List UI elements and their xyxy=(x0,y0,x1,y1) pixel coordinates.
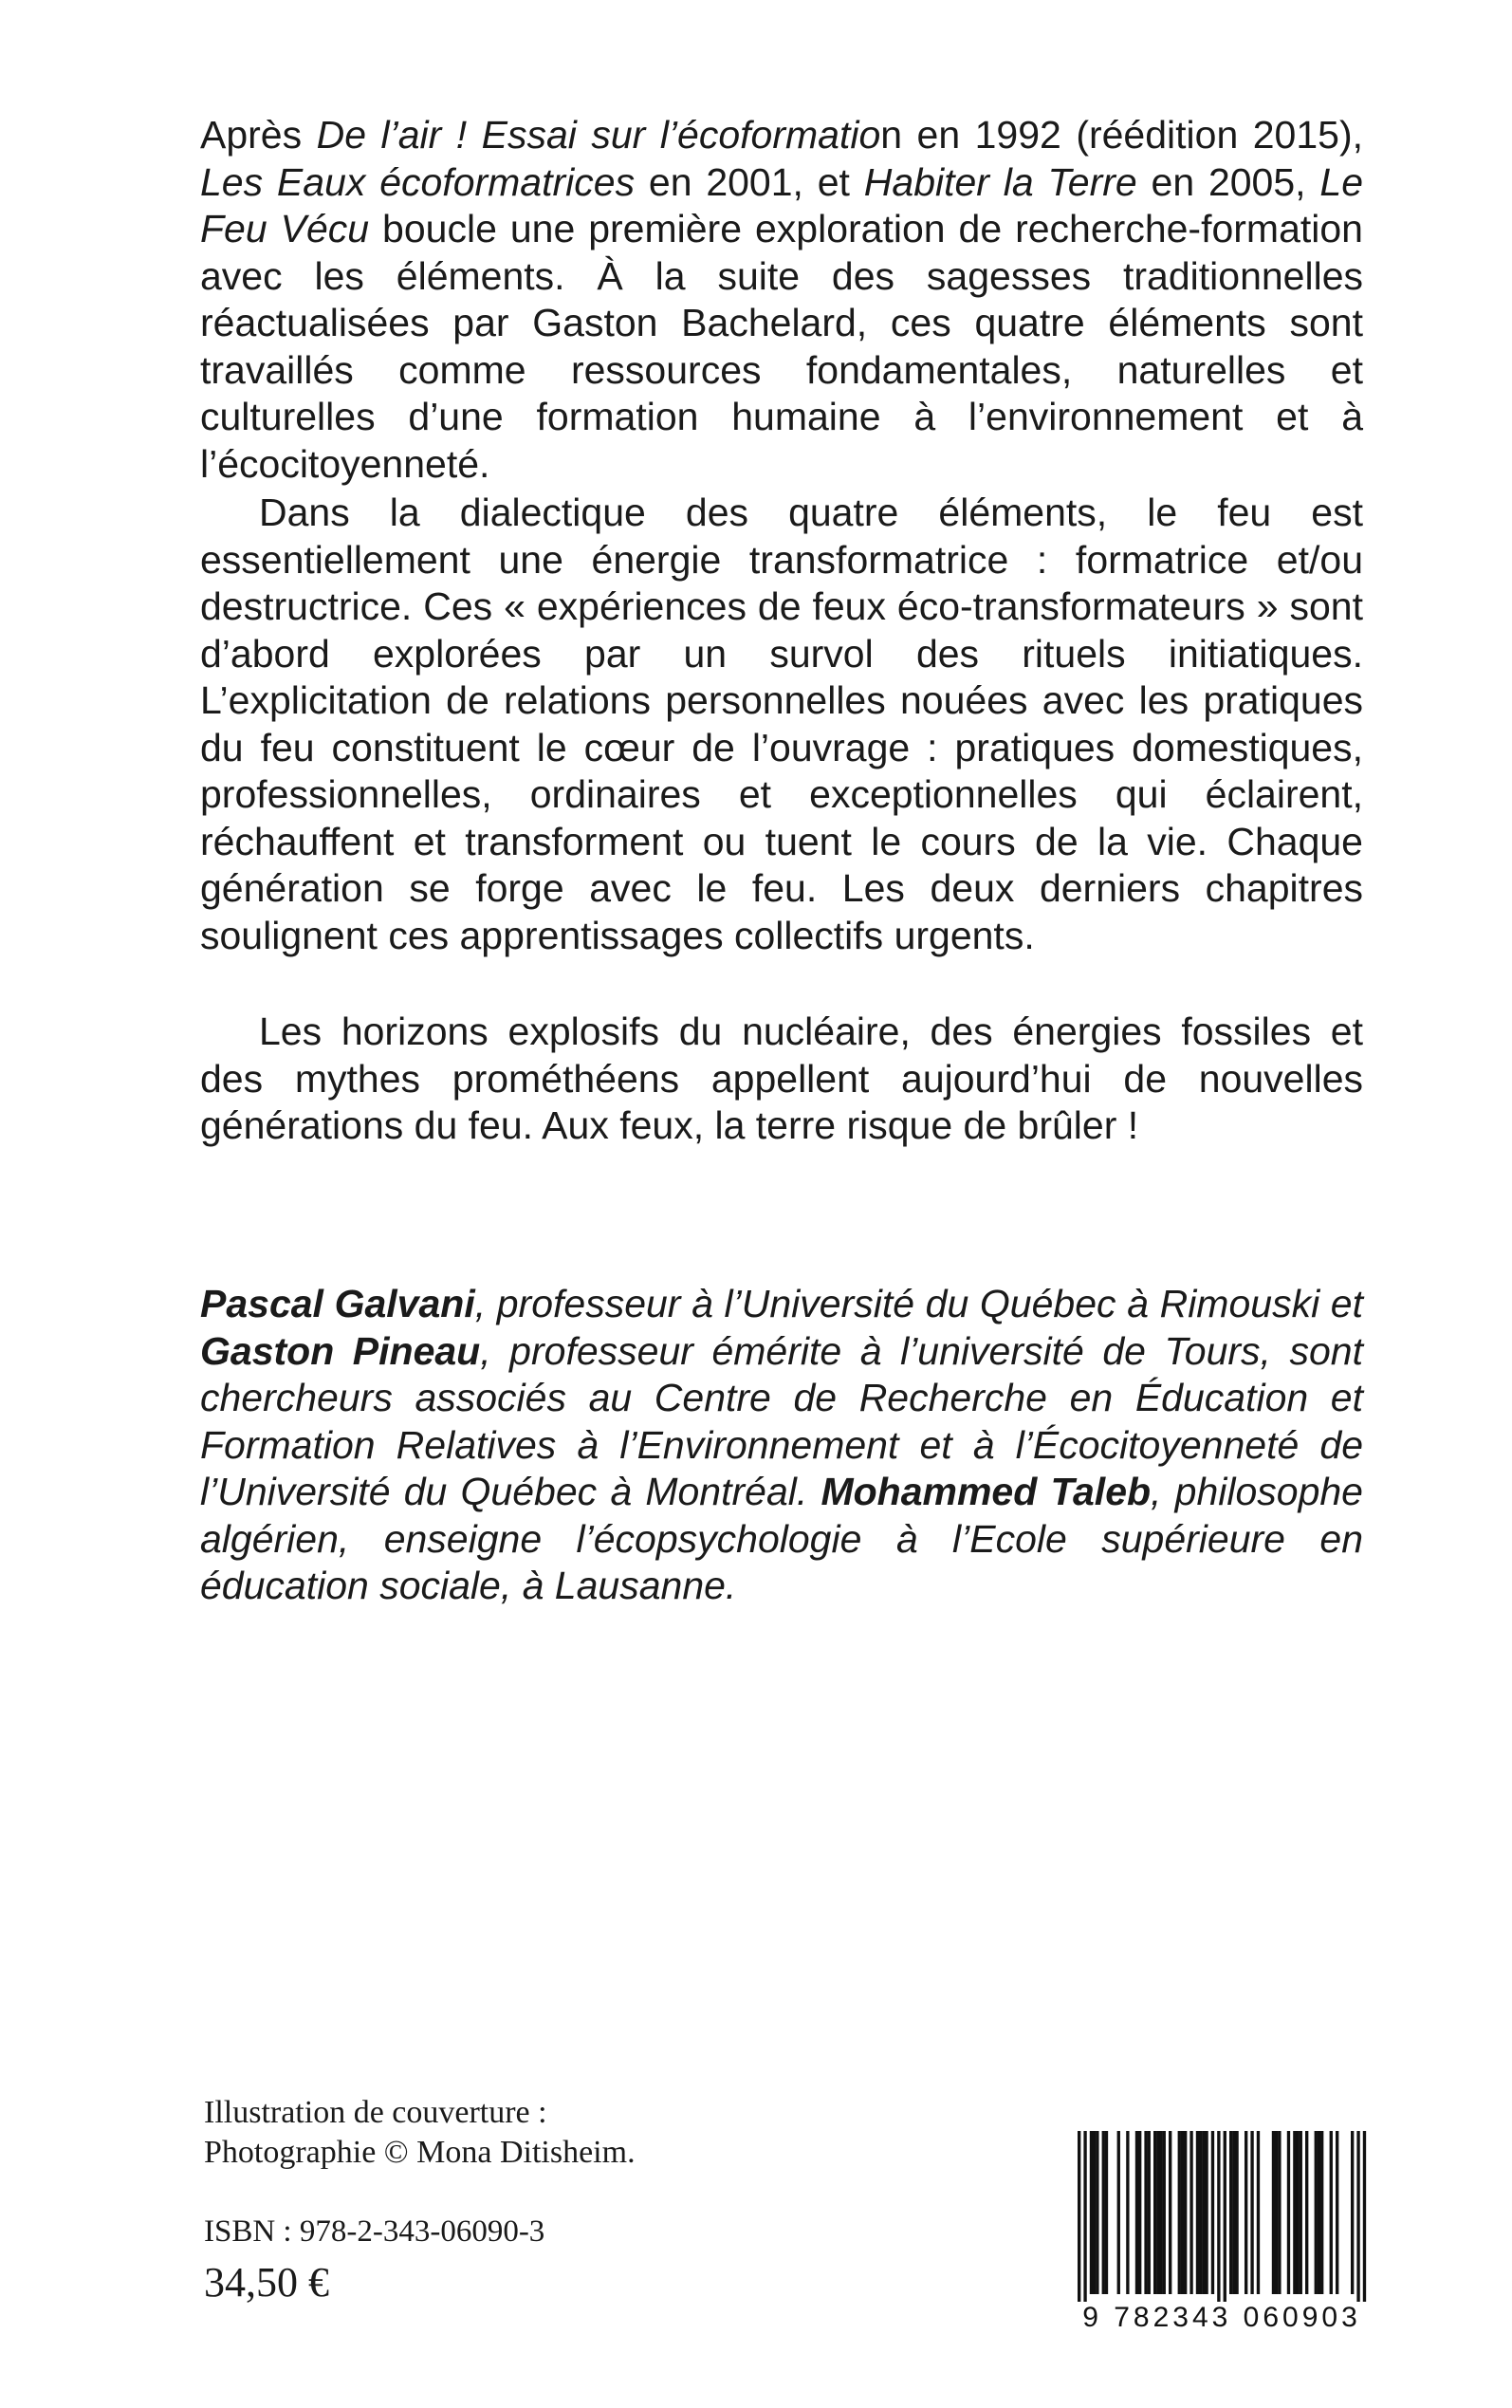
photo-credit: Photographie © Mona Ditisheim. xyxy=(204,2135,636,2170)
isbn: ISBN : 978-2-343-06090-3 xyxy=(204,2214,545,2249)
barcode-bar xyxy=(1232,2131,1235,2294)
barcode-bar xyxy=(1181,2131,1184,2294)
barcode xyxy=(1068,2131,1375,2334)
barcode-bar xyxy=(1178,2131,1181,2294)
price: 34,50 € xyxy=(204,2259,329,2306)
barcode-bar xyxy=(1351,2131,1354,2294)
italic-title: De l’air ! Essai sur l’écoformatio xyxy=(316,113,881,157)
barcode-bar xyxy=(1250,2131,1253,2294)
barcode-bar xyxy=(1293,2131,1296,2294)
barcode-bar xyxy=(1083,2131,1086,2302)
barcode-bar xyxy=(1096,2131,1098,2294)
text-run: , philosophe algérien, enseigne l’écopsychologie à l’Ecole supérieure en éducation sociale, à Lausanne. xyxy=(200,1470,1363,1607)
barcode-bar xyxy=(1336,2131,1338,2294)
description-paragraph-2 xyxy=(200,490,1363,959)
barcode-bar xyxy=(1257,2131,1260,2294)
illustration-label: Illustration de couverture : xyxy=(204,2095,547,2130)
author-name: Mohammed Taleb xyxy=(821,1470,1152,1513)
barcode-bar xyxy=(1224,2131,1226,2302)
barcode-bar xyxy=(1202,2131,1205,2294)
barcode-bar xyxy=(1189,2131,1192,2294)
description-paragraph-1 xyxy=(200,112,1363,488)
barcode-bar xyxy=(1156,2131,1159,2294)
barcode-bar xyxy=(1245,2131,1247,2294)
barcode-bar xyxy=(1278,2131,1281,2294)
barcode-bar xyxy=(1356,2131,1359,2302)
barcode-bar xyxy=(1205,2131,1208,2294)
barcode-bar xyxy=(1363,2131,1366,2302)
description-paragraph-3 xyxy=(200,1009,1363,1150)
barcode-bar xyxy=(1148,2131,1151,2294)
barcode-bar xyxy=(1315,2131,1318,2294)
barcode-bar xyxy=(1163,2131,1166,2294)
barcode-bar xyxy=(1217,2131,1220,2302)
barcode-bars xyxy=(1068,2131,1375,2302)
barcode-bar xyxy=(1093,2131,1096,2294)
barcode-bar xyxy=(1305,2131,1308,2294)
text-run: en 2001, et xyxy=(635,159,864,204)
barcode-bar xyxy=(1078,2131,1080,2302)
barcode-bar xyxy=(1102,2131,1105,2294)
barcode-bar xyxy=(1272,2131,1275,2294)
barcode-bar xyxy=(1229,2131,1232,2294)
text-run: Après xyxy=(200,113,317,157)
barcode-bar xyxy=(1296,2131,1299,2294)
barcode-bar xyxy=(1153,2131,1156,2294)
barcode-bar xyxy=(1300,2131,1302,2294)
text-run: , professeur à l’Université du Québec à Rimouski et xyxy=(474,1282,1364,1325)
barcode-bar xyxy=(1126,2131,1129,2294)
description-paragraph-3-text: Les horizons explosifs du nucléaire, des énergies fossiles et des mythes prométhéens appellent aujourd’hui de nouvelles générations du feu. Aux feux, la terre risque de brûler ! xyxy=(200,1010,1363,1147)
text-run: n en 1992 (réédition 2015), xyxy=(880,113,1363,157)
text-run: boucle une première exploration de recherche-formation avec les éléments. À la suite des sagesses traditionnelles réactualisées par Gaston Bachelard, ces quatre éléments sont travaillés comme ressources fondamentales, naturelles et culturelles d’une formation humaine à l’environnement et à l’écocitoyenneté. xyxy=(200,207,1363,486)
italic-title: Le Feu Vécu xyxy=(200,159,1363,250)
barcode-bar xyxy=(1105,2131,1108,2294)
barcode-bar xyxy=(1117,2131,1120,2294)
author-name: Pascal Galvani xyxy=(200,1282,475,1325)
barcode-bar xyxy=(1287,2131,1290,2294)
barcode-bar xyxy=(1135,2131,1138,2294)
barcode-bar xyxy=(1211,2131,1214,2294)
barcode-bar xyxy=(1330,2131,1333,2294)
barcode-digits: 9 782343 060903 xyxy=(1082,2302,1361,2333)
author-biography-text xyxy=(200,1281,1363,1610)
text-run: en 2005, xyxy=(1136,159,1320,204)
author-biography xyxy=(200,1281,1363,1610)
description-paragraph-2-text: Dans la dialectique des quatre éléments, le feu est essentiellement une énergie transformatrice : formatrice et/ou destructrice. Ces « expériences de feux éco-transformateurs » sont d’abord explorées par un survol des rituels initiatiques. L’explicitation de relations personnelles nouées avec les pratiques du feu constituent le cœur de l’ouvrage : pratiques domestiques, professionnelles, ordinaires et exceptionnelles qui éclairent, réchauffent et transforment ou tuent le cours de la vie. Chaque génération se forge avec le feu. Les deux derniers chapitres soulignent ces apprentissages collectifs urgents. xyxy=(200,491,1363,957)
barcode-bar xyxy=(1184,2131,1187,2294)
barcode-bar xyxy=(1275,2131,1278,2294)
barcode-bar xyxy=(1138,2131,1141,2294)
barcode-bar xyxy=(1090,2131,1093,2294)
barcode-bar xyxy=(1144,2131,1147,2294)
barcode-bar xyxy=(1199,2131,1202,2294)
italic-title: Habiter la Terre xyxy=(863,159,1137,204)
description-paragraph-1-text xyxy=(200,112,1363,488)
barcode-bar xyxy=(1318,2131,1320,2294)
text-run: , professeur émérite à l’université de Tours, sont chercheurs associés au Centre de Recherche en Éducation et Formation Relatives à l’Environnement et à l’Écocitoyenneté de l’Université du Québec à Montréal. xyxy=(200,1328,1363,1513)
barcode-bar xyxy=(1159,2131,1162,2294)
barcode-bar xyxy=(1235,2131,1238,2294)
barcode-bar xyxy=(1320,2131,1323,2294)
barcode-bar xyxy=(1169,2131,1171,2294)
barcode-bar xyxy=(1196,2131,1199,2294)
author-name: Gaston Pineau xyxy=(200,1328,481,1373)
italic-title: Les Eaux écoformatrices xyxy=(200,159,636,204)
cover-credit xyxy=(204,2093,636,2173)
